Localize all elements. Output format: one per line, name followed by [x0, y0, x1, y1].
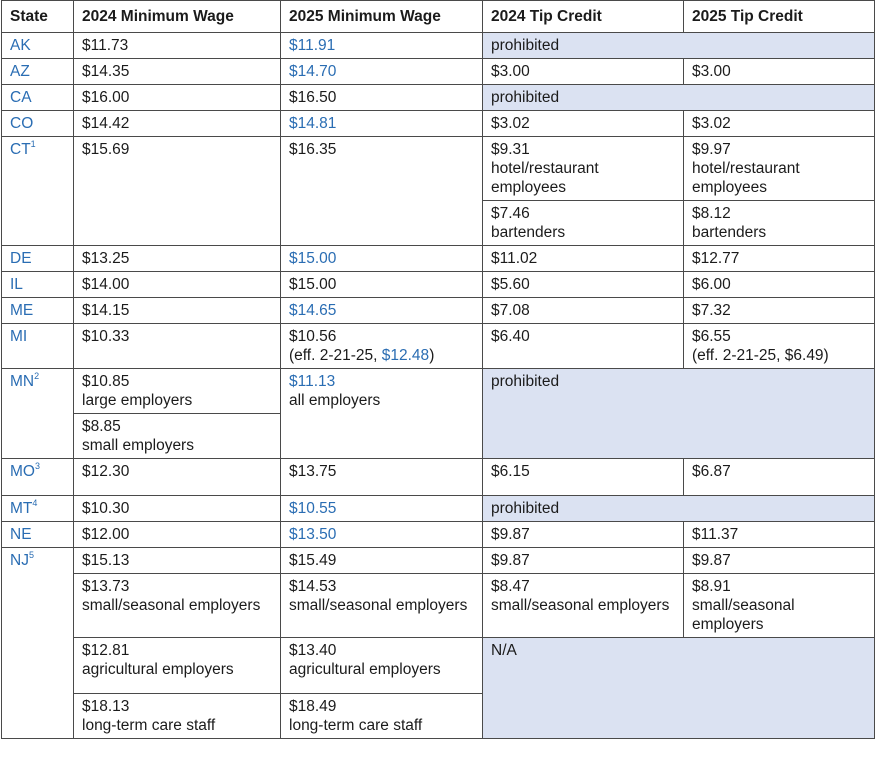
tip-credit-2024 — [483, 137, 684, 201]
wage-link[interactable]: $12.48 — [381, 347, 430, 364]
footnote-marker: 4 — [32, 497, 38, 508]
table-row — [2, 574, 875, 638]
note: hotel/restaurant employees — [491, 160, 599, 196]
tip-credit-2025: $7.32 — [684, 298, 875, 324]
value: $8.85 — [82, 418, 121, 435]
tip-credit-2024: $3.00 — [483, 59, 684, 85]
state-link-me[interactable] — [2, 298, 74, 324]
value: $18.13 — [82, 698, 130, 715]
value: $18.49 — [289, 698, 337, 715]
value: $12.81 — [82, 642, 130, 659]
state-link-mn[interactable] — [2, 369, 74, 459]
wage-2025-link[interactable]: $14.81 — [281, 111, 483, 137]
header-row — [2, 1, 875, 33]
tip-credit-2024 — [483, 201, 684, 246]
state-link-mo[interactable] — [2, 459, 74, 496]
state-label: CT — [10, 141, 31, 158]
value: $7.46 — [491, 205, 530, 222]
wage-2025 — [281, 694, 483, 739]
note: long-term care staff — [289, 717, 423, 734]
tip-credit-2025: $3.00 — [684, 59, 875, 85]
tip-credit-na: N/A — [483, 638, 875, 739]
tip-credit-2025 — [684, 201, 875, 246]
value: $13.73 — [82, 578, 130, 595]
wage-2024: $14.42 — [74, 111, 281, 137]
wage-2024: $14.35 — [74, 59, 281, 85]
wage-2024: $15.69 — [74, 137, 281, 246]
wage-2025-link[interactable]: $14.65 — [281, 298, 483, 324]
note: large employers — [82, 392, 193, 409]
state-link-ca[interactable] — [2, 85, 74, 111]
wage-2024: $14.00 — [74, 272, 281, 298]
tip-credit-2024: $9.87 — [483, 522, 684, 548]
header-2025-tip-credit: 2025 Tip Credit — [684, 1, 875, 33]
note: long-term care staff — [82, 717, 216, 734]
wage-2024 — [74, 638, 281, 694]
state-link-ak[interactable] — [2, 33, 74, 59]
tip-credit-2025 — [684, 574, 875, 638]
footnote-marker: 2 — [34, 370, 40, 381]
note: small/seasonal employers — [692, 597, 795, 633]
state-label: IL — [10, 276, 23, 293]
wage-2025-link[interactable]: $15.00 — [281, 246, 483, 272]
state-link-de[interactable] — [2, 246, 74, 272]
wage-2024 — [74, 414, 281, 459]
wage-2025 — [281, 369, 483, 459]
table-row — [2, 459, 875, 496]
note: all employers — [289, 392, 381, 409]
note: small/seasonal employers — [82, 597, 261, 614]
value: $8.47 — [491, 578, 530, 595]
wage-2025-link[interactable]: $14.70 — [281, 59, 483, 85]
tip-credit-prohibited: prohibited — [483, 369, 875, 459]
tip-credit-2024: $9.87 — [483, 548, 684, 574]
tip-credit-2025 — [684, 137, 875, 201]
state-link-co[interactable] — [2, 111, 74, 137]
value: $8.91 — [692, 578, 731, 595]
wage-2025-link[interactable]: $13.50 — [281, 522, 483, 548]
tip-credit-prohibited: prohibited — [483, 33, 875, 59]
wage-2024: $11.73 — [74, 33, 281, 59]
wage-2024 — [74, 694, 281, 739]
wage-2025-link[interactable]: $10.55 — [281, 496, 483, 522]
note: small employers — [82, 437, 194, 454]
wage-2024 — [74, 369, 281, 414]
table-row — [2, 548, 875, 574]
state-link-mt[interactable] — [2, 496, 74, 522]
note-prefix: (eff. 2-21-25, — [289, 347, 382, 364]
value: $6.55 — [692, 328, 731, 345]
value: $10.85 — [82, 373, 130, 390]
wage-2024: $12.00 — [74, 522, 281, 548]
state-link-nj[interactable] — [2, 548, 74, 739]
state-link-ct[interactable] — [2, 137, 74, 246]
wage-2024: $12.30 — [74, 459, 281, 496]
wage-2025: $16.35 — [281, 137, 483, 246]
wage-2025 — [281, 324, 483, 369]
table-row — [2, 59, 875, 85]
wage-2024: $10.33 — [74, 324, 281, 369]
wage-2025 — [281, 574, 483, 638]
note-suffix: ) — [429, 347, 435, 364]
note: agricultural employers — [82, 661, 234, 678]
table-row — [2, 137, 875, 201]
value: $10.56 — [289, 328, 337, 345]
note: bartenders — [491, 224, 566, 241]
table-row — [2, 246, 875, 272]
table-row — [2, 638, 875, 694]
state-label: MO — [10, 463, 35, 480]
state-link-az[interactable] — [2, 59, 74, 85]
state-link-ne[interactable] — [2, 522, 74, 548]
wage-2025: $15.49 — [281, 548, 483, 574]
tip-credit-2025: $3.02 — [684, 111, 875, 137]
state-label: ME — [10, 302, 34, 319]
state-label: MI — [10, 328, 28, 345]
state-label: AZ — [10, 63, 30, 80]
wage-2024: $13.25 — [74, 246, 281, 272]
state-label: MT — [10, 500, 33, 517]
table-row — [2, 298, 875, 324]
state-label: NJ — [10, 552, 29, 569]
tip-credit-2025: $6.00 — [684, 272, 875, 298]
state-link-mi[interactable] — [2, 324, 74, 369]
note: (eff. 2-21-25, $6.49) — [692, 347, 829, 364]
table-row — [2, 496, 875, 522]
table-row — [2, 33, 875, 59]
value: $8.12 — [692, 205, 731, 222]
wage-2025-link[interactable]: $11.91 — [281, 33, 483, 59]
table-row — [2, 324, 875, 369]
footnote-marker: 3 — [34, 460, 40, 471]
table-row — [2, 111, 875, 137]
wage-2025 — [281, 638, 483, 694]
wage-2024 — [74, 574, 281, 638]
state-label: NE — [10, 526, 32, 543]
state-label: CO — [10, 115, 34, 132]
value: $14.53 — [289, 578, 337, 595]
note: agricultural employers — [289, 661, 441, 678]
wage-2024: $16.00 — [74, 85, 281, 111]
wage-2025: $15.00 — [281, 272, 483, 298]
tip-credit-2024: $11.02 — [483, 246, 684, 272]
wage-2024: $14.15 — [74, 298, 281, 324]
state-label: MN — [10, 373, 35, 390]
value: $9.31 — [491, 141, 530, 158]
footnote-marker: 1 — [30, 138, 36, 149]
wage-2025: $16.50 — [281, 85, 483, 111]
note — [289, 346, 474, 365]
tip-credit-2024: $3.02 — [483, 111, 684, 137]
minimum-wage-table — [1, 0, 875, 739]
tip-credit-2024: $7.08 — [483, 298, 684, 324]
value: $13.40 — [289, 642, 337, 659]
note: bartenders — [692, 224, 767, 241]
tip-credit-2025: $12.77 — [684, 246, 875, 272]
tip-credit-prohibited: prohibited — [483, 496, 875, 522]
table-row — [2, 522, 875, 548]
tip-credit-2024: $5.60 — [483, 272, 684, 298]
table-row — [2, 85, 875, 111]
wage-2025: $13.75 — [281, 459, 483, 496]
note: small/seasonal employers — [491, 597, 670, 614]
tip-credit-2025 — [684, 324, 875, 369]
state-link-il[interactable] — [2, 272, 74, 298]
table-row — [2, 369, 875, 414]
wage-2025-link[interactable]: $11.13 — [289, 373, 336, 390]
state-label: AK — [10, 37, 31, 54]
header-2024-tip-credit: 2024 Tip Credit — [483, 1, 684, 33]
state-label: CA — [10, 89, 32, 106]
note: small/seasonal employers — [289, 597, 468, 614]
wage-2024: $10.30 — [74, 496, 281, 522]
tip-credit-prohibited: prohibited — [483, 85, 875, 111]
footnote-marker: 5 — [28, 549, 34, 560]
tip-credit-2025: $6.87 — [684, 459, 875, 496]
note: hotel/restaurant employees — [692, 160, 800, 196]
table-row — [2, 272, 875, 298]
header-2025-minimum-wage: 2025 Minimum Wage — [281, 1, 483, 33]
header-2024-minimum-wage: 2024 Minimum Wage — [74, 1, 281, 33]
tip-credit-2024: $6.15 — [483, 459, 684, 496]
value: $9.97 — [692, 141, 731, 158]
wage-2024: $15.13 — [74, 548, 281, 574]
state-label: DE — [10, 250, 32, 267]
header-state: State — [2, 1, 74, 33]
tip-credit-2024 — [483, 574, 684, 638]
tip-credit-2025: $11.37 — [684, 522, 875, 548]
tip-credit-2025: $9.87 — [684, 548, 875, 574]
tip-credit-2024: $6.40 — [483, 324, 684, 369]
